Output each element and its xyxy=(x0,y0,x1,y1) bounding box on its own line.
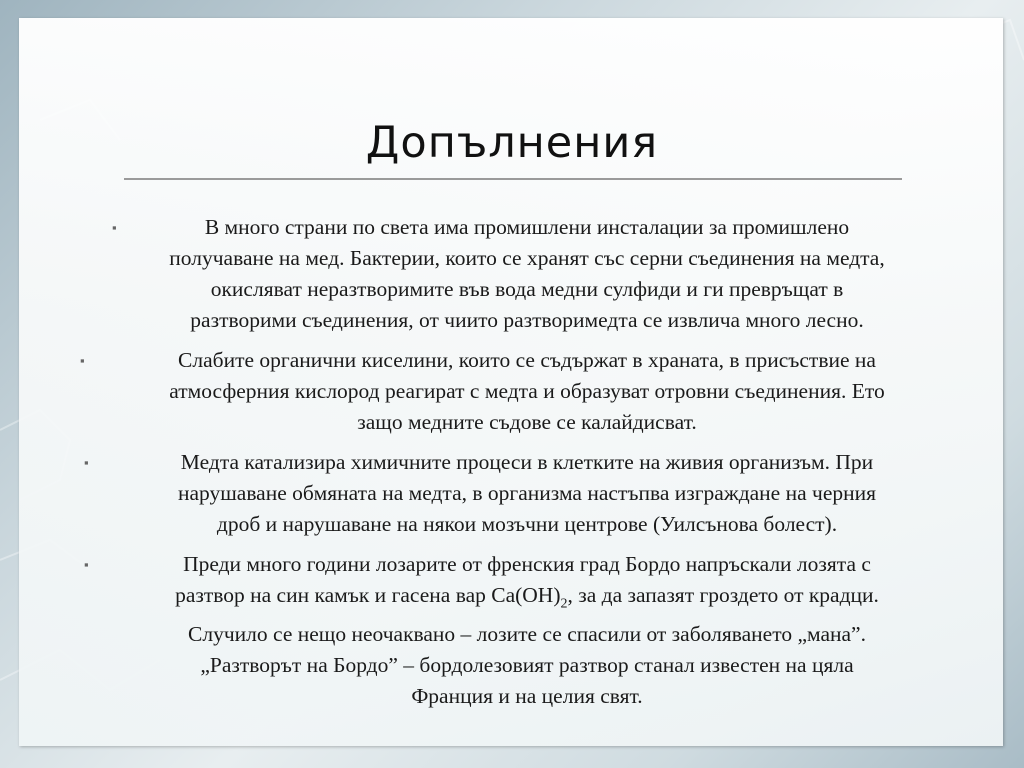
formula-text-after: , за да запазят гроздето от крадци. xyxy=(567,583,879,607)
slide-title: Допълнения xyxy=(365,118,659,168)
square-bullet-icon: ▪ xyxy=(84,557,89,572)
bullet-item xyxy=(80,345,974,438)
formula-text-before: разтвор на син камък и гасена вар Ca(OH) xyxy=(175,583,561,607)
bullet-text-line: разтворими съединения, от чиито разтворимедта се извлича много лесно. xyxy=(190,308,864,332)
bullet-text-line: Преди много години лозарите от френския град Бордо напръскали лозята с xyxy=(183,552,871,576)
bullet-item xyxy=(80,549,974,712)
bullet-text-line: Случило се нещо неочаквано – лозите се спасили от заболяването „мана”. xyxy=(188,622,866,647)
square-bullet-icon: ▪ xyxy=(112,220,117,235)
bullet-text-line: дроб и нарушаване на някои мозъчни центрове (Уилсънова болест). xyxy=(216,512,838,536)
bullet-text-line: защо медните съдове се калайдисват. xyxy=(357,410,697,434)
bullet-text-line-formula xyxy=(80,580,974,619)
square-bullet-icon: ▪ xyxy=(84,455,89,470)
bullet-text-line: Медта катализира химичните процеси в клетките на живия организъм. При xyxy=(180,450,874,474)
slide-content xyxy=(80,212,974,721)
formula-subscript: 2 xyxy=(560,596,568,612)
bullet-text-line: получаване на мед. Бактерии, които се хранят със серни съединения на медта, xyxy=(169,246,885,270)
bullet-text-line: „Разтворът на Бордо” – бордолезовият разтвор станал известен на цяла xyxy=(200,653,854,678)
bullet-text-line: Франция и на целия свят. xyxy=(411,684,643,709)
square-bullet-icon: ▪ xyxy=(80,353,85,368)
bullet-text-line: атмосферния кислород реагират с медта и образуват отровни съединения. Ето xyxy=(169,379,885,403)
title-divider xyxy=(124,178,902,180)
bullet-item xyxy=(80,447,974,540)
bullet-text-line: нарушаване обмяната на медта, в организма настъпва изграждане на черния xyxy=(177,481,877,505)
bullet-item xyxy=(80,212,974,336)
bullet-text-line: окисляват неразтворимите във вода медни сулфиди и ги превръщат в xyxy=(210,277,844,301)
bullet-text-line: Слабите органични киселини, които се съдържат в храната, в присъствие на xyxy=(178,348,876,372)
bullet-text-line: В много страни по света има промишлени инсталации за промишлено xyxy=(204,215,850,239)
